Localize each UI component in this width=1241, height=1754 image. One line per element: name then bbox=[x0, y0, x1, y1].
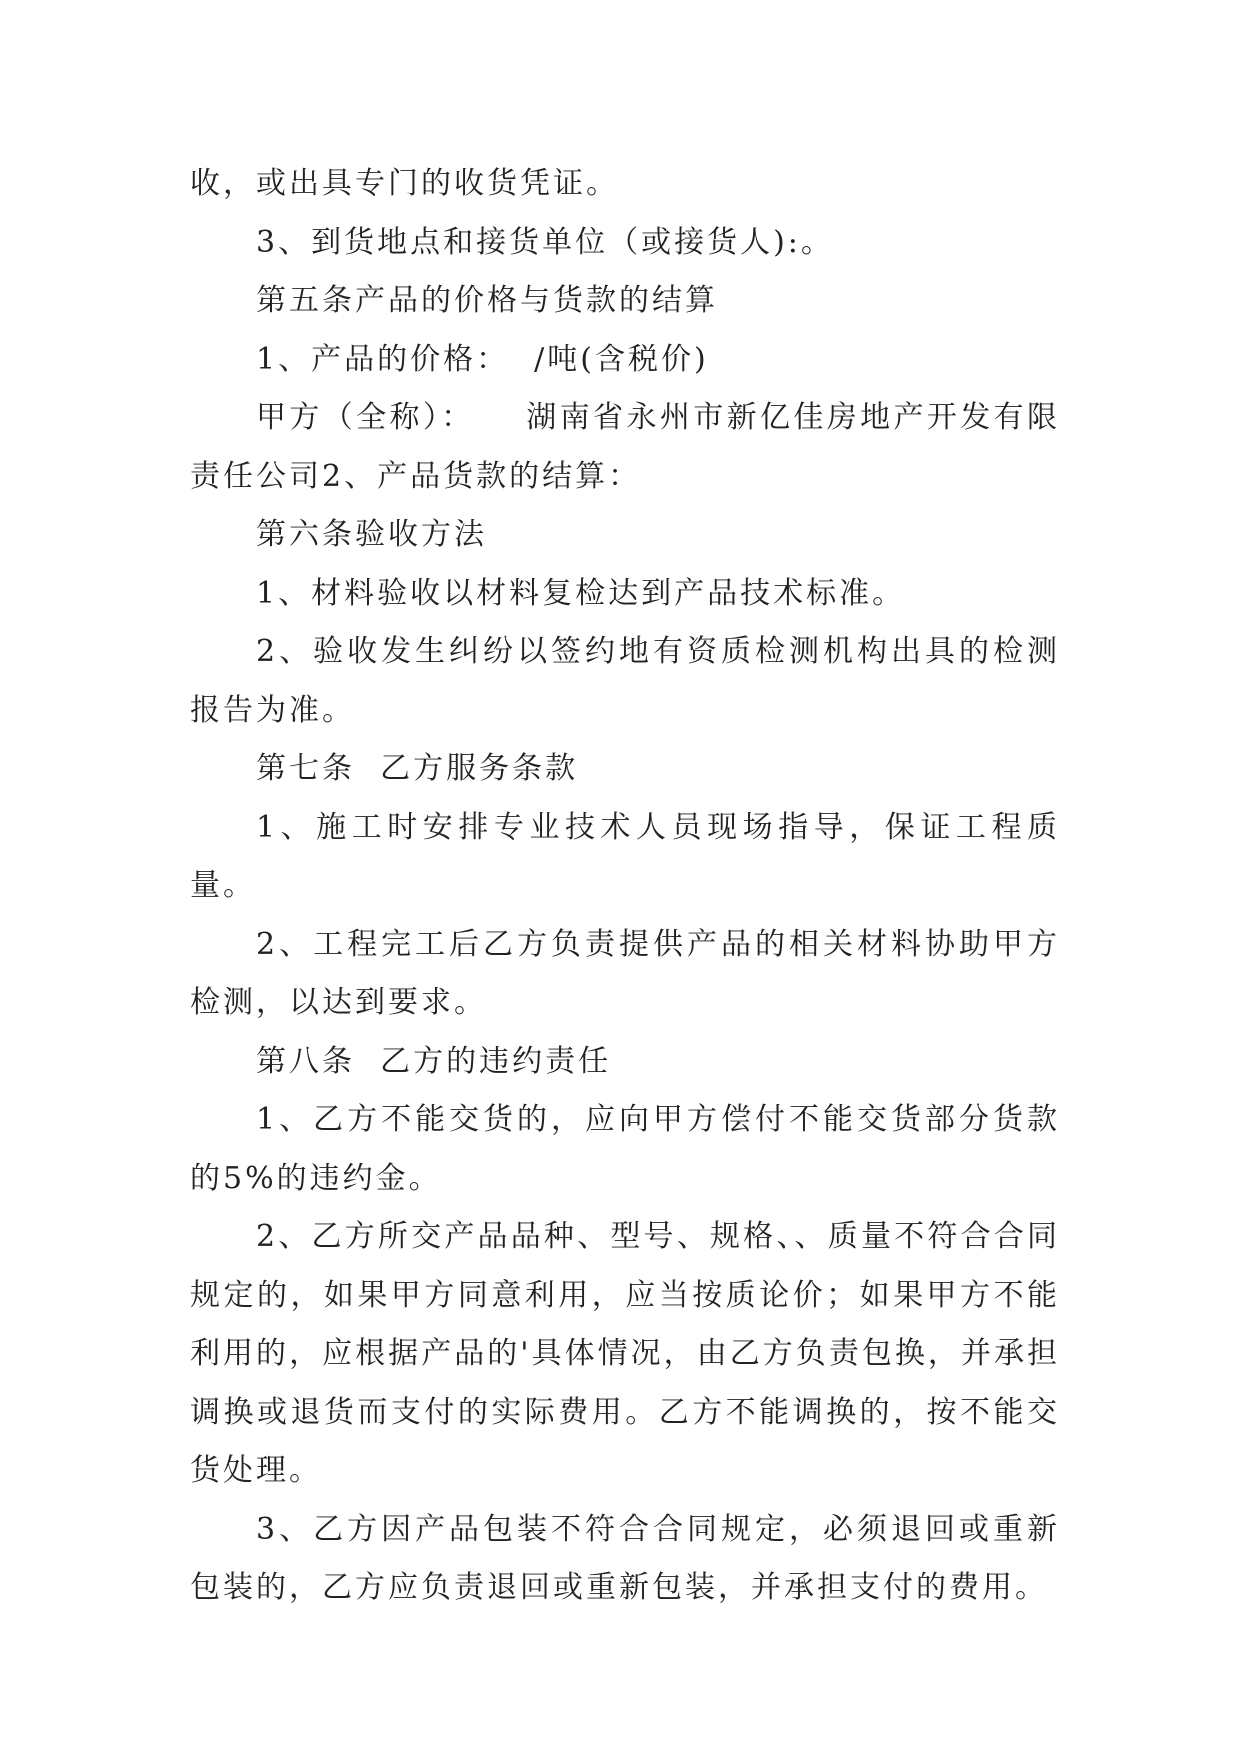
section-heading-article-6: 第六条验收方法 bbox=[256, 517, 487, 552]
section-heading-article-7: 第七条 乙方服务条款 bbox=[256, 751, 579, 786]
paragraph-completion-materials: 2、工程完工后乙方负责提供产品的相关材料协助甲方检测，以达到要求。 bbox=[190, 926, 1060, 1020]
section-heading-article-5: 第五条产品的价格与货款的结算 bbox=[256, 283, 718, 318]
paragraph-product-price: 1、产品的价格： /吨(含税价) bbox=[256, 341, 709, 377]
document-body bbox=[190, 155, 1060, 1618]
paragraph-party-a-name: 甲方（全称）： 湖南省永州市新亿佳房地产开发有限责任公司2、产品货款的结算： bbox=[190, 400, 1060, 494]
paragraph-receipt-voucher: 收，或出具专门的收货凭证。 bbox=[190, 166, 619, 201]
paragraph-packaging-nonconformance: 3、乙方因产品包装不符合合同规定，必须退回或重新包装的，乙方应负责退回或重新包装，并承担支付的费用。 bbox=[190, 1511, 1060, 1605]
paragraph-material-acceptance: 1、材料验收以材料复检达到产品技术标准。 bbox=[256, 575, 906, 611]
paragraph-nonconforming-products: 2、乙方所交产品品种、型号、规格、、质量不符合合同规定的，如果甲方同意利用，应当按质论价；如果甲方不能利用的，应根据产品的'具体情况，由乙方负责包换，并承担调换或退货而支付的实际费用。乙方不能调换的，按不能交货处理。 bbox=[190, 1219, 1060, 1488]
paragraph-failure-to-deliver: 1、乙方不能交货的，应向甲方偿付不能交货部分货款的5%的违约金。 bbox=[190, 1102, 1060, 1196]
paragraph-acceptance-dispute: 2、验收发生纠纷以签约地有资质检测机构出具的检测报告为准。 bbox=[190, 634, 1060, 728]
paragraph-delivery-location: 3、到货地点和接货单位（或接货人):。 bbox=[256, 224, 834, 260]
section-heading-article-8: 第八条 乙方的违约责任 bbox=[256, 1043, 612, 1079]
paragraph-onsite-guidance: 1、施工时安排专业技术人员现场指导，保证工程质量。 bbox=[190, 809, 1060, 903]
